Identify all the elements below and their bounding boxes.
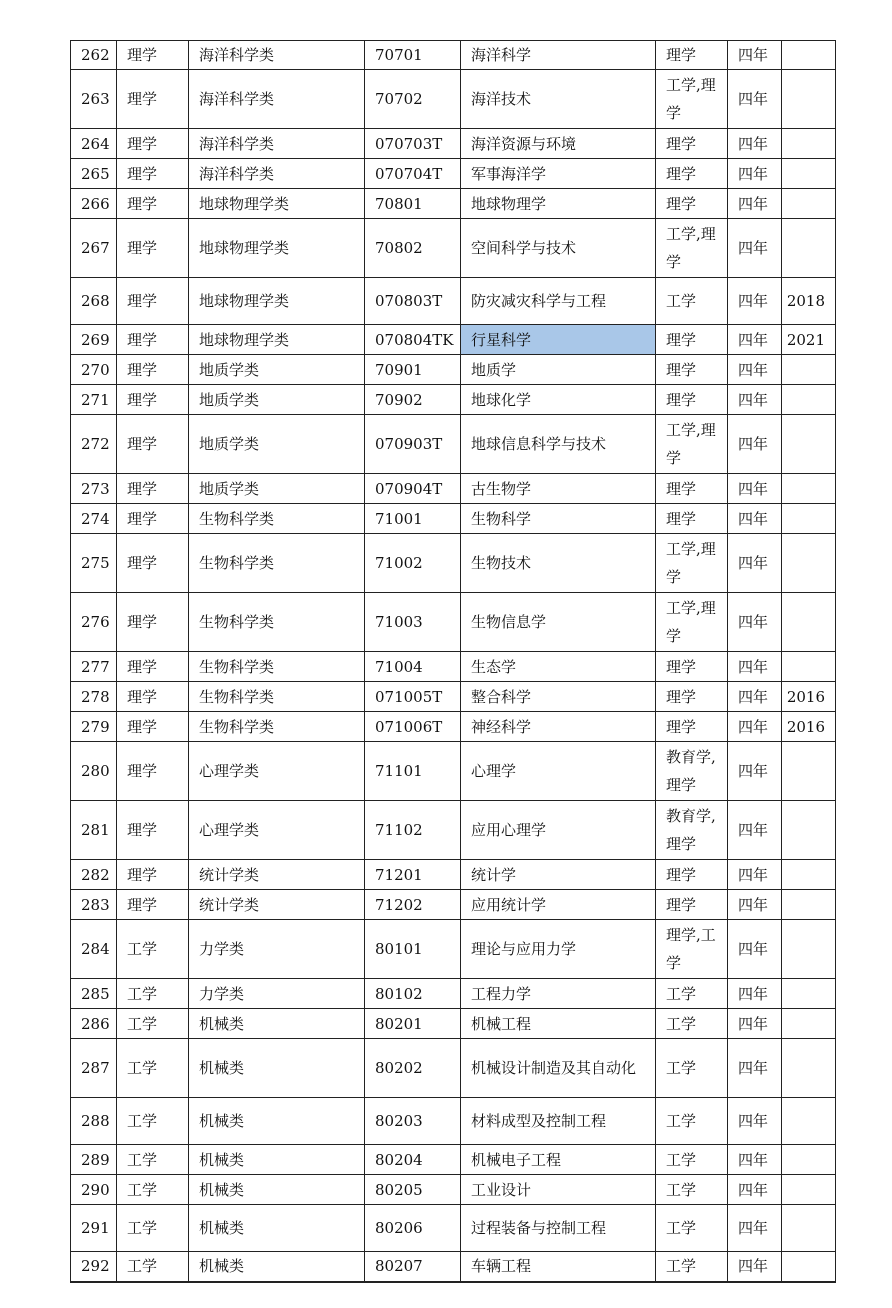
major-code-cell: 070903T — [365, 415, 461, 474]
degree-type-cell: 教育学,理学 — [656, 801, 728, 860]
degree-type-cell: 理学 — [656, 712, 728, 742]
discipline-category-cell: 理学 — [117, 385, 189, 415]
major-class-cell: 地球物理学类 — [189, 325, 365, 355]
table-row — [71, 1098, 836, 1145]
major-class-cell: 地质学类 — [189, 474, 365, 504]
row-number-cell: 277 — [71, 652, 117, 682]
discipline-category-cell: 工学 — [117, 979, 189, 1009]
major-name-cell: 心理学 — [461, 742, 656, 801]
major-code-cell: 71202 — [365, 890, 461, 920]
discipline-category-cell: 理学 — [117, 219, 189, 278]
table-row — [71, 1252, 836, 1282]
degree-type-cell: 工学 — [656, 1175, 728, 1205]
major-class-cell: 海洋科学类 — [189, 159, 365, 189]
table-row — [71, 41, 836, 70]
degree-type-cell: 理学 — [656, 504, 728, 534]
major-name-cell: 工业设计 — [461, 1175, 656, 1205]
discipline-category-cell: 理学 — [117, 415, 189, 474]
discipline-category-cell: 工学 — [117, 1098, 189, 1145]
discipline-category-cell: 理学 — [117, 129, 189, 159]
row-number-cell: 283 — [71, 890, 117, 920]
year-added-cell — [782, 385, 836, 415]
year-added-cell — [782, 860, 836, 890]
major-name-cell: 过程装备与控制工程 — [461, 1205, 656, 1252]
major-class-cell: 力学类 — [189, 920, 365, 979]
row-number-cell: 281 — [71, 801, 117, 860]
degree-type-cell: 工学 — [656, 979, 728, 1009]
study-duration-cell: 四年 — [728, 219, 782, 278]
major-code-cell: 071005T — [365, 682, 461, 712]
table-row — [71, 159, 836, 189]
table-row — [71, 920, 836, 979]
major-class-cell: 心理学类 — [189, 801, 365, 860]
table-row — [71, 1039, 836, 1098]
study-duration-cell: 四年 — [728, 474, 782, 504]
degree-type-cell: 理学 — [656, 385, 728, 415]
major-code-cell: 70802 — [365, 219, 461, 278]
table-row — [71, 1175, 836, 1205]
row-number-cell: 292 — [71, 1252, 117, 1282]
year-added-cell — [782, 1098, 836, 1145]
major-name-cell: 防灾减灾科学与工程 — [461, 278, 656, 325]
year-added-cell — [782, 1252, 836, 1282]
row-number-cell: 273 — [71, 474, 117, 504]
study-duration-cell: 四年 — [728, 415, 782, 474]
year-added-cell — [782, 474, 836, 504]
major-class-cell: 机械类 — [189, 1205, 365, 1252]
study-duration-cell: 四年 — [728, 159, 782, 189]
major-class-cell: 统计学类 — [189, 890, 365, 920]
major-name-cell: 古生物学 — [461, 474, 656, 504]
table-row — [71, 890, 836, 920]
major-class-cell: 生物科学类 — [189, 534, 365, 593]
major-name-cell: 整合科学 — [461, 682, 656, 712]
row-number-cell: 285 — [71, 979, 117, 1009]
row-number-cell: 290 — [71, 1175, 117, 1205]
table-row — [71, 504, 836, 534]
row-number-cell: 267 — [71, 219, 117, 278]
major-class-cell: 生物科学类 — [189, 504, 365, 534]
discipline-category-cell: 理学 — [117, 534, 189, 593]
major-code-cell: 70901 — [365, 355, 461, 385]
discipline-category-cell: 理学 — [117, 474, 189, 504]
major-name-cell: 海洋科学 — [461, 41, 656, 70]
year-added-cell — [782, 1175, 836, 1205]
row-number-cell: 276 — [71, 593, 117, 652]
discipline-category-cell: 理学 — [117, 682, 189, 712]
major-class-cell: 地球物理学类 — [189, 189, 365, 219]
major-class-cell: 海洋科学类 — [189, 129, 365, 159]
major-code-cell: 80205 — [365, 1175, 461, 1205]
discipline-category-cell: 理学 — [117, 860, 189, 890]
discipline-category-cell: 理学 — [117, 189, 189, 219]
major-name-cell: 应用统计学 — [461, 890, 656, 920]
major-code-cell: 70702 — [365, 70, 461, 129]
major-class-cell: 生物科学类 — [189, 593, 365, 652]
degree-type-cell: 工学 — [656, 1098, 728, 1145]
major-code-cell: 80206 — [365, 1205, 461, 1252]
major-code-cell: 71001 — [365, 504, 461, 534]
major-class-cell: 机械类 — [189, 1252, 365, 1282]
discipline-category-cell: 理学 — [117, 652, 189, 682]
year-added-cell — [782, 534, 836, 593]
discipline-category-cell: 理学 — [117, 355, 189, 385]
degree-type-cell: 工学 — [656, 1205, 728, 1252]
major-class-cell: 机械类 — [189, 1009, 365, 1039]
discipline-category-cell: 工学 — [117, 1039, 189, 1098]
study-duration-cell: 四年 — [728, 801, 782, 860]
table-body — [71, 41, 836, 1282]
discipline-category-cell: 理学 — [117, 712, 189, 742]
major-name-cell: 海洋资源与环境 — [461, 129, 656, 159]
major-class-cell: 地球物理学类 — [189, 278, 365, 325]
major-code-cell: 80202 — [365, 1039, 461, 1098]
year-added-cell — [782, 129, 836, 159]
study-duration-cell: 四年 — [728, 189, 782, 219]
discipline-category-cell: 工学 — [117, 1205, 189, 1252]
major-name-cell: 神经科学 — [461, 712, 656, 742]
year-added-cell — [782, 41, 836, 70]
row-number-cell: 266 — [71, 189, 117, 219]
major-name-cell: 理论与应用力学 — [461, 920, 656, 979]
major-name-cell: 机械电子工程 — [461, 1145, 656, 1175]
study-duration-cell: 四年 — [728, 1039, 782, 1098]
degree-type-cell: 理学 — [656, 129, 728, 159]
degree-type-cell: 理学 — [656, 355, 728, 385]
year-added-cell — [782, 189, 836, 219]
study-duration-cell: 四年 — [728, 712, 782, 742]
major-code-cell: 070804TK — [365, 325, 461, 355]
table-row — [71, 682, 836, 712]
row-number-cell: 274 — [71, 504, 117, 534]
year-added-cell — [782, 652, 836, 682]
study-duration-cell: 四年 — [728, 504, 782, 534]
study-duration-cell: 四年 — [728, 593, 782, 652]
study-duration-cell: 四年 — [728, 385, 782, 415]
row-number-cell: 282 — [71, 860, 117, 890]
major-name-cell: 生物科学 — [461, 504, 656, 534]
table-row — [71, 325, 836, 355]
table-row — [71, 1205, 836, 1252]
major-code-cell: 80101 — [365, 920, 461, 979]
degree-type-cell: 工学,理学 — [656, 534, 728, 593]
table-row — [71, 355, 836, 385]
major-name-cell: 地质学 — [461, 355, 656, 385]
major-class-cell: 机械类 — [189, 1145, 365, 1175]
degree-type-cell: 理学 — [656, 890, 728, 920]
degree-type-cell: 理学 — [656, 474, 728, 504]
table-row — [71, 860, 836, 890]
row-number-cell: 287 — [71, 1039, 117, 1098]
degree-type-cell: 理学 — [656, 325, 728, 355]
table-row — [71, 593, 836, 652]
discipline-category-cell: 理学 — [117, 41, 189, 70]
table-row — [71, 1145, 836, 1175]
major-name-cell: 材料成型及控制工程 — [461, 1098, 656, 1145]
major-name-cell: 生态学 — [461, 652, 656, 682]
study-duration-cell: 四年 — [728, 41, 782, 70]
major-name-cell: 工程力学 — [461, 979, 656, 1009]
degree-type-cell: 理学 — [656, 41, 728, 70]
major-code-cell: 71003 — [365, 593, 461, 652]
major-name-cell: 车辆工程 — [461, 1252, 656, 1282]
major-code-cell: 70801 — [365, 189, 461, 219]
year-added-cell — [782, 355, 836, 385]
row-number-cell: 269 — [71, 325, 117, 355]
year-added-cell — [782, 801, 836, 860]
degree-type-cell: 工学,理学 — [656, 219, 728, 278]
year-added-cell — [782, 415, 836, 474]
row-number-cell: 278 — [71, 682, 117, 712]
major-name-cell: 机械工程 — [461, 1009, 656, 1039]
major-name-cell: 地球物理学 — [461, 189, 656, 219]
degree-type-cell: 理学 — [656, 189, 728, 219]
table-row — [71, 129, 836, 159]
major-class-cell: 力学类 — [189, 979, 365, 1009]
major-class-cell: 海洋科学类 — [189, 41, 365, 70]
degree-type-cell: 工学 — [656, 1145, 728, 1175]
discipline-category-cell: 理学 — [117, 70, 189, 129]
study-duration-cell: 四年 — [728, 979, 782, 1009]
discipline-category-cell: 理学 — [117, 504, 189, 534]
major-class-cell: 生物科学类 — [189, 652, 365, 682]
study-duration-cell: 四年 — [728, 1205, 782, 1252]
discipline-category-cell: 理学 — [117, 593, 189, 652]
study-duration-cell: 四年 — [728, 742, 782, 801]
table-row — [71, 712, 836, 742]
degree-type-cell: 工学,理学 — [656, 70, 728, 129]
degree-type-cell: 教育学,理学 — [656, 742, 728, 801]
major-name-cell: 地球信息科学与技术 — [461, 415, 656, 474]
row-number-cell: 291 — [71, 1205, 117, 1252]
row-number-cell: 289 — [71, 1145, 117, 1175]
degree-type-cell: 理学 — [656, 860, 728, 890]
table-row — [71, 474, 836, 504]
study-duration-cell: 四年 — [728, 1252, 782, 1282]
study-duration-cell: 四年 — [728, 278, 782, 325]
table-row — [71, 278, 836, 325]
row-number-cell: 275 — [71, 534, 117, 593]
row-number-cell: 262 — [71, 41, 117, 70]
year-added-cell — [782, 979, 836, 1009]
degree-type-cell: 理学,工学 — [656, 920, 728, 979]
major-name-cell: 生物技术 — [461, 534, 656, 593]
table-row — [71, 652, 836, 682]
study-duration-cell: 四年 — [728, 534, 782, 593]
major-code-cell: 71101 — [365, 742, 461, 801]
major-name-cell: 地球化学 — [461, 385, 656, 415]
row-number-cell: 270 — [71, 355, 117, 385]
year-added-cell — [782, 219, 836, 278]
study-duration-cell: 四年 — [728, 1175, 782, 1205]
major-name-cell: 生物信息学 — [461, 593, 656, 652]
major-code-cell: 070904T — [365, 474, 461, 504]
table-row — [71, 219, 836, 278]
major-code-cell: 80201 — [365, 1009, 461, 1039]
major-code-cell: 71004 — [365, 652, 461, 682]
row-number-cell: 268 — [71, 278, 117, 325]
degree-type-cell: 理学 — [656, 682, 728, 712]
row-number-cell: 284 — [71, 920, 117, 979]
study-duration-cell: 四年 — [728, 652, 782, 682]
year-added-cell: 2016 — [782, 712, 836, 742]
table-row — [71, 415, 836, 474]
major-class-cell: 生物科学类 — [189, 712, 365, 742]
table-row — [71, 1009, 836, 1039]
major-code-cell: 071006T — [365, 712, 461, 742]
major-code-cell: 71201 — [365, 860, 461, 890]
study-duration-cell: 四年 — [728, 920, 782, 979]
row-number-cell: 271 — [71, 385, 117, 415]
year-added-cell: 2018 — [782, 278, 836, 325]
major-class-cell: 机械类 — [189, 1098, 365, 1145]
major-code-cell: 070703T — [365, 129, 461, 159]
year-added-cell — [782, 920, 836, 979]
table-row — [71, 742, 836, 801]
study-duration-cell: 四年 — [728, 70, 782, 129]
degree-type-cell: 工学 — [656, 278, 728, 325]
row-number-cell: 264 — [71, 129, 117, 159]
table-row — [71, 801, 836, 860]
study-duration-cell: 四年 — [728, 682, 782, 712]
major-code-cell: 80204 — [365, 1145, 461, 1175]
row-number-cell: 280 — [71, 742, 117, 801]
year-added-cell — [782, 742, 836, 801]
degree-type-cell: 理学 — [656, 159, 728, 189]
table-row — [71, 189, 836, 219]
major-class-cell: 地质学类 — [189, 385, 365, 415]
year-added-cell — [782, 1205, 836, 1252]
major-code-cell: 80203 — [365, 1098, 461, 1145]
year-added-cell — [782, 890, 836, 920]
table-row — [71, 70, 836, 129]
row-number-cell: 263 — [71, 70, 117, 129]
major-code-cell: 70902 — [365, 385, 461, 415]
year-added-cell: 2016 — [782, 682, 836, 712]
study-duration-cell: 四年 — [728, 890, 782, 920]
year-added-cell — [782, 1145, 836, 1175]
degree-type-cell: 工学 — [656, 1009, 728, 1039]
major-class-cell: 海洋科学类 — [189, 70, 365, 129]
year-added-cell — [782, 159, 836, 189]
row-number-cell: 286 — [71, 1009, 117, 1039]
discipline-category-cell: 工学 — [117, 1175, 189, 1205]
study-duration-cell: 四年 — [728, 1098, 782, 1145]
major-code-cell: 070704T — [365, 159, 461, 189]
major-class-cell: 机械类 — [189, 1039, 365, 1098]
study-duration-cell: 四年 — [728, 1009, 782, 1039]
row-number-cell: 265 — [71, 159, 117, 189]
major-code-cell: 80102 — [365, 979, 461, 1009]
degree-type-cell: 工学,理学 — [656, 415, 728, 474]
degree-type-cell: 工学,理学 — [656, 593, 728, 652]
year-added-cell — [782, 70, 836, 129]
year-added-cell: 2021 — [782, 325, 836, 355]
major-name-cell: 海洋技术 — [461, 70, 656, 129]
major-class-cell: 生物科学类 — [189, 682, 365, 712]
major-code-cell: 71102 — [365, 801, 461, 860]
discipline-category-cell: 理学 — [117, 742, 189, 801]
major-name-cell: 空间科学与技术 — [461, 219, 656, 278]
year-added-cell — [782, 504, 836, 534]
major-name-cell: 行星科学 — [461, 325, 656, 355]
major-code-cell: 70701 — [365, 41, 461, 70]
major-class-cell: 机械类 — [189, 1175, 365, 1205]
major-code-cell: 71002 — [365, 534, 461, 593]
discipline-category-cell: 工学 — [117, 1009, 189, 1039]
study-duration-cell: 四年 — [728, 129, 782, 159]
discipline-category-cell: 理学 — [117, 159, 189, 189]
year-added-cell — [782, 1009, 836, 1039]
row-number-cell: 288 — [71, 1098, 117, 1145]
discipline-category-cell: 理学 — [117, 801, 189, 860]
major-class-cell: 统计学类 — [189, 860, 365, 890]
major-code-cell: 070803T — [365, 278, 461, 325]
year-added-cell — [782, 593, 836, 652]
study-duration-cell: 四年 — [728, 325, 782, 355]
discipline-category-cell: 理学 — [117, 890, 189, 920]
major-name-cell: 统计学 — [461, 860, 656, 890]
major-class-cell: 心理学类 — [189, 742, 365, 801]
discipline-category-cell: 工学 — [117, 920, 189, 979]
table-row — [71, 534, 836, 593]
major-name-cell: 应用心理学 — [461, 801, 656, 860]
degree-type-cell: 工学 — [656, 1039, 728, 1098]
major-class-cell: 地质学类 — [189, 355, 365, 385]
discipline-category-cell: 工学 — [117, 1145, 189, 1175]
major-class-cell: 地球物理学类 — [189, 219, 365, 278]
discipline-category-cell: 工学 — [117, 1252, 189, 1282]
row-number-cell: 272 — [71, 415, 117, 474]
table-row — [71, 385, 836, 415]
discipline-category-cell: 理学 — [117, 325, 189, 355]
major-class-cell: 地质学类 — [189, 415, 365, 474]
degree-type-cell: 理学 — [656, 652, 728, 682]
degree-type-cell: 工学 — [656, 1252, 728, 1282]
row-number-cell: 279 — [71, 712, 117, 742]
study-duration-cell: 四年 — [728, 355, 782, 385]
discipline-category-cell: 理学 — [117, 278, 189, 325]
majors-table — [70, 40, 836, 1283]
major-code-cell: 80207 — [365, 1252, 461, 1282]
study-duration-cell: 四年 — [728, 860, 782, 890]
study-duration-cell: 四年 — [728, 1145, 782, 1175]
table-row — [71, 979, 836, 1009]
major-name-cell: 军事海洋学 — [461, 159, 656, 189]
major-name-cell: 机械设计制造及其自动化 — [461, 1039, 656, 1098]
year-added-cell — [782, 1039, 836, 1098]
